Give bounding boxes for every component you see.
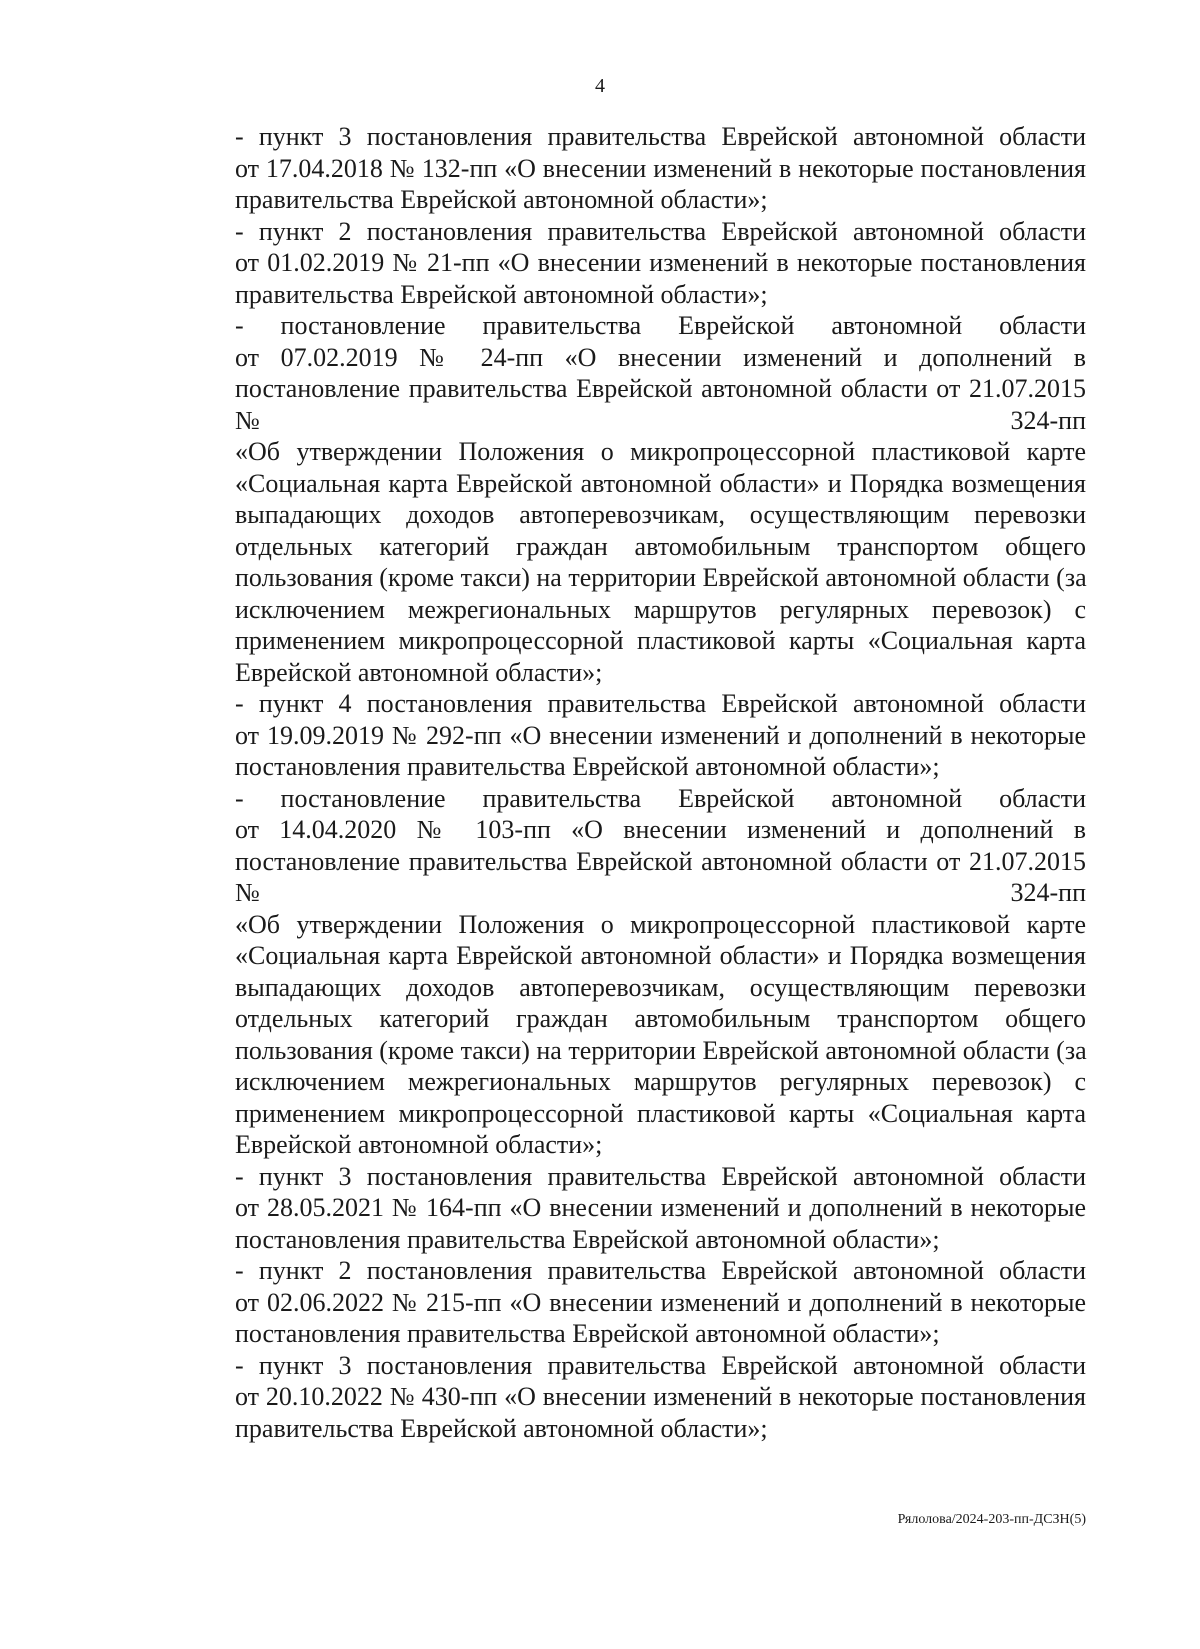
text-line: от 07.02.2019 № 24-пп «О внесении изменений и дополнений в bbox=[235, 342, 1086, 372]
text-line: от 28.05.2021 № 164-пп «О внесении изменений и дополнений в некоторые bbox=[235, 1193, 1086, 1222]
document-body bbox=[166, 121, 1086, 1444]
text-line: выпадающих доходов автоперевозчикам, осуществляющим перевозки bbox=[235, 500, 1086, 529]
text-line: - постановление правительства Еврейской автономной области bbox=[235, 311, 1086, 340]
text-line: - пункт 4 постановления правительства Еврейской автономной области bbox=[235, 689, 1086, 718]
list-item bbox=[166, 1255, 1086, 1350]
page-number: 4 bbox=[595, 75, 605, 97]
text-line: правительства Еврейской автономной области»; bbox=[235, 185, 768, 214]
text-line: от 20.10.2022 № 430-пп «О внесении изменений в некоторые постановления bbox=[235, 1382, 1086, 1411]
list-item bbox=[166, 121, 1086, 216]
text-line: от 17.04.2018 № 132-пп «О внесении изменений в некоторые постановления bbox=[235, 153, 1086, 183]
text-line: правительства Еврейской автономной области»; bbox=[235, 279, 768, 309]
text-line: правительства Еврейской автономной области»; bbox=[235, 1413, 768, 1443]
text-line: применением микропроцессорной пластиковой карты «Социальная карта bbox=[235, 1098, 1086, 1128]
list-item bbox=[166, 1161, 1086, 1256]
text-line: исключением межрегиональных маршрутов регулярных перевозок) с bbox=[235, 1067, 1086, 1096]
text-line: постановления правительства Еврейской автономной области»; bbox=[235, 1224, 940, 1254]
list-item bbox=[166, 1350, 1086, 1445]
text-line: Еврейской автономной области»; bbox=[235, 1130, 603, 1159]
text-line: постановление правительства Еврейской автономной области от 21.07.2015 bbox=[235, 374, 1086, 403]
text-line: от 01.02.2019 № 21-пп «О внесении изменений в некоторые постановления bbox=[235, 248, 1086, 277]
text-line: от 14.04.2020 № 103-пп «О внесении изменений и дополнений в bbox=[235, 815, 1086, 844]
text-line: Еврейской автономной области»; bbox=[235, 657, 603, 687]
text-line: № 324-пп bbox=[235, 878, 1086, 907]
text-line: «Об утверждении Положения о микропроцессорной пластиковой карте bbox=[235, 909, 1086, 939]
text-line: - пункт 2 постановления правительства Еврейской автономной области bbox=[235, 1256, 1086, 1285]
text-line: применением микропроцессорной пластиковой карты «Социальная карта bbox=[235, 626, 1086, 655]
text-line: постановление правительства Еврейской автономной области от 21.07.2015 bbox=[235, 846, 1086, 876]
list-item bbox=[166, 783, 1086, 1161]
text-line: постановления правительства Еврейской автономной области»; bbox=[235, 752, 940, 781]
text-line: отдельных категорий граждан автомобильным транспортом общего bbox=[235, 531, 1086, 561]
document-footer-code: Рялолова/2024-203-пп-ДСЗН(5) bbox=[897, 1512, 1086, 1527]
list-item bbox=[166, 310, 1086, 688]
text-line: отдельных категорий граждан автомобильным транспортом общего bbox=[235, 1004, 1086, 1033]
text-line: - пункт 3 постановления правительства Еврейской автономной области bbox=[235, 122, 1086, 151]
text-line: исключением межрегиональных маршрутов регулярных перевозок) с bbox=[235, 594, 1086, 624]
list-item bbox=[166, 688, 1086, 783]
text-line: выпадающих доходов автоперевозчикам, осуществляющим перевозки bbox=[235, 972, 1086, 1002]
text-line: пользования (кроме такси) на территории Еврейской автономной области (за bbox=[235, 1035, 1087, 1065]
text-line: от 02.06.2022 № 215-пп «О внесении изменений и дополнений в некоторые bbox=[235, 1287, 1086, 1317]
text-line: № 324-пп bbox=[235, 405, 1086, 435]
text-line: «Социальная карта Еврейской автономной области» и Порядка возмещения bbox=[235, 468, 1086, 498]
list-item bbox=[166, 216, 1086, 311]
text-line: пользования (кроме такси) на территории Еврейской автономной области (за bbox=[235, 563, 1087, 592]
text-line: - постановление правительства Еврейской автономной области bbox=[235, 783, 1086, 813]
text-line: «Социальная карта Еврейской автономной области» и Порядка возмещения bbox=[235, 941, 1086, 970]
text-line: от 19.09.2019 № 292-пп «О внесении изменений и дополнений в некоторые bbox=[235, 720, 1086, 750]
text-line: «Об утверждении Положения о микропроцессорной пластиковой карте bbox=[235, 437, 1086, 466]
text-line: - пункт 3 постановления правительства Еврейской автономной области bbox=[235, 1161, 1086, 1191]
text-line: постановления правительства Еврейской автономной области»; bbox=[235, 1319, 940, 1348]
text-line: - пункт 2 постановления правительства Еврейской автономной области bbox=[235, 216, 1086, 246]
text-line: - пункт 3 постановления правительства Еврейской автономной области bbox=[235, 1350, 1086, 1380]
